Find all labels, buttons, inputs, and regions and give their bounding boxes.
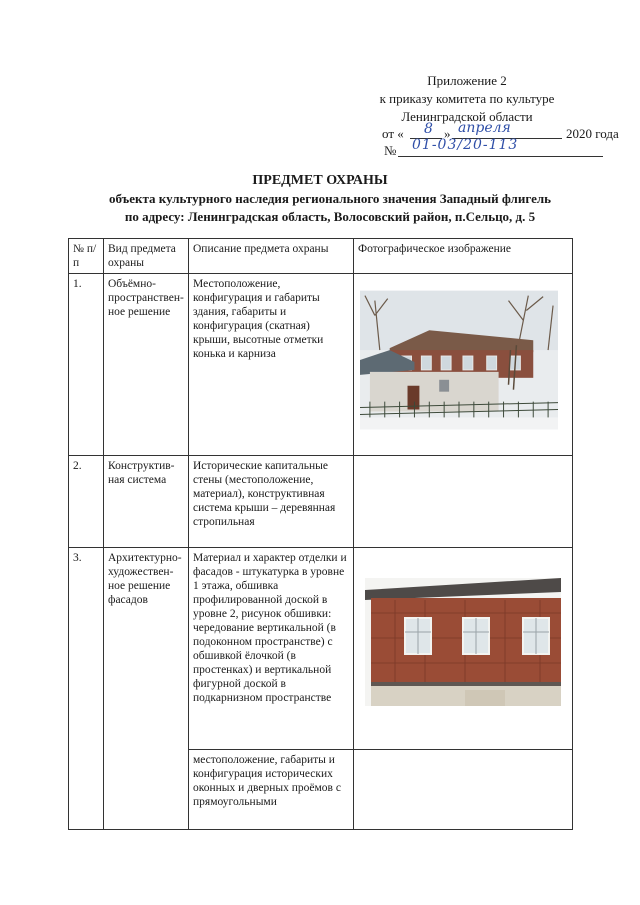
table-row — [69, 274, 573, 456]
subtitle-line-1: объекта культурного наследия регионального значения Западный флигель — [108, 191, 552, 206]
facade-photo — [364, 578, 562, 706]
subtitle-line-2: по адресу: Ленинградская область, Волосовский район, п.Сельцо, д. 5 — [124, 209, 536, 224]
row2-type: Конструктив-ная система — [104, 456, 189, 548]
building-photo — [360, 290, 558, 430]
date-day: 8 — [424, 121, 433, 137]
row3-photo-cell — [354, 548, 573, 750]
row3-num: 3. — [69, 548, 104, 830]
row2-desc: Исторические капитальные стены (местоположение, материал), конструктивная система крыши – деревянная стропильная — [189, 456, 354, 548]
row3-desc: Материал и характер отделки и фасадов - штукатурка в уровне 1 этажа, обшивка профилированной доской в уровне 2, рисунок обшивки: чередование вертикальной (в подоконном пространстве) с обшивкой ёлочкой (в простенках) и вертикальной фигурной доской в подкарнизном пространстве — [189, 548, 354, 750]
appendix-line2: к приказу комитета по культуре — [379, 91, 555, 106]
row3-type: Архитектурно-художествен-ное решение фасадов — [104, 548, 189, 830]
table-header-row — [69, 239, 573, 274]
appendix-header — [352, 72, 582, 126]
header-type: Вид предмета охраны — [104, 239, 189, 274]
row2-photo-cell — [354, 456, 573, 548]
appendix-title: Приложение 2 — [427, 73, 507, 88]
date-line — [382, 125, 404, 143]
date-month: апреля — [458, 120, 511, 136]
row1-num: 1. — [69, 274, 104, 456]
order-number: 01-03/20-113 — [412, 137, 519, 153]
date-mid: » — [444, 126, 451, 141]
header-photo: Фотографическое изображение — [354, 239, 573, 274]
protection-table — [68, 238, 573, 830]
date-prefix: от « — [382, 126, 404, 141]
row2-num: 2. — [69, 456, 104, 548]
number-underline — [398, 156, 603, 157]
row1-type: Объёмно-пространствен-ное решение — [104, 274, 189, 456]
header-num: № п/п — [69, 239, 104, 274]
table-row — [69, 456, 573, 548]
row1-photo-cell — [354, 274, 573, 456]
row3-photo-cell-2 — [354, 750, 573, 830]
row3-desc2: местоположение, габариты и конфигурация исторических оконных и дверных проёмов с прямоугольными — [189, 750, 354, 830]
header-desc: Описание предмета охраны — [189, 239, 354, 274]
row1-desc: Местоположение, конфигурация и габариты здания, габариты и конфигурация (скатная) крыши, высотные отметки конька и карниза — [189, 274, 354, 456]
date-suffix: 2020 года — [566, 126, 619, 141]
table-row — [69, 548, 573, 750]
number-prefix: № — [384, 143, 397, 158]
appendix-line3: Ленинградской области — [401, 109, 533, 124]
document-title: ПРЕДМЕТ ОХРАНЫ — [252, 173, 388, 188]
